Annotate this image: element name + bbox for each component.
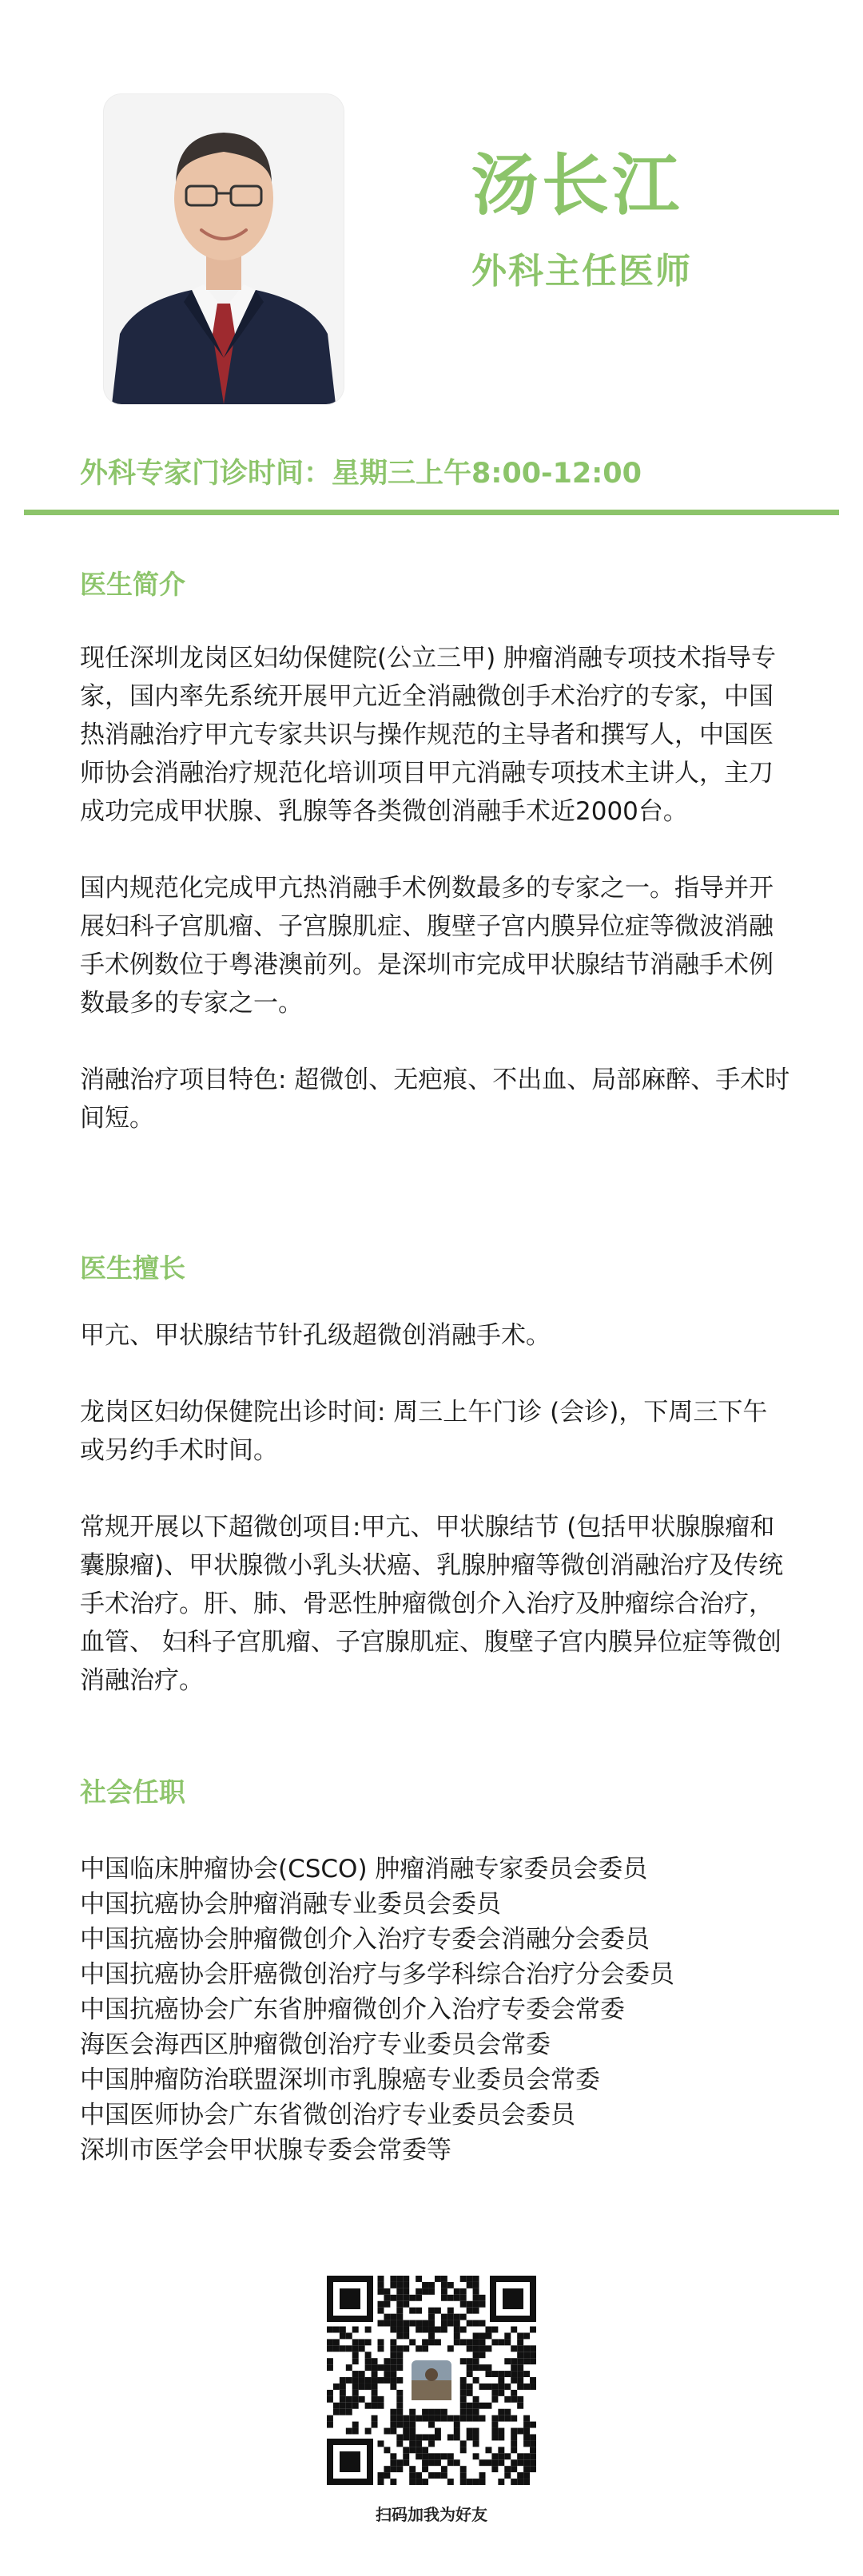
roles-list — [80, 1852, 815, 2168]
list-item: 中国临床肿瘤协会(CSCO) 肿瘤消融专家委员会委员 — [80, 1855, 648, 1883]
roles-heading: 社会任职 — [80, 1776, 185, 1808]
list-item: 海医会海西区肿瘤微创治疗专业委员会常委 — [80, 2030, 551, 2059]
list-item: 中国抗癌协会肿瘤消融专业委员会委员 — [80, 1890, 501, 1919]
intro-paragraph: 现任深圳龙岗区妇幼保健院(公立三甲) 肿瘤消融专项技术指导专家，国内率先系统开展甲亢近全消融微创手术治疗的专家，中国热消融治疗甲亢专家共识与操作规范的主导者和撰写人，中国医师协会消融治疗规范化培训项目甲亢消融专项技术主讲人，主刀成功完成甲状腺、乳腺等各类微创消融手术近2000台。 — [80, 644, 777, 826]
doctor-title: 外科主任医师 — [471, 251, 692, 292]
list-item: 中国抗癌协会肝癌微创治疗与多学科综合治疗分会委员 — [80, 1960, 674, 1989]
list-item: 中国医师协会广东省微创治疗专业委员会委员 — [80, 2101, 575, 2129]
intro-heading: 医生简介 — [80, 569, 185, 600]
list-item: 深圳市医学会甲状腺专委会常委等 — [80, 2136, 451, 2165]
list-item: 中国抗癌协会肿瘤微创介入治疗专委会消融分会委员 — [80, 1925, 650, 1954]
intro-paragraph: 国内规范化完成甲亢热消融手术例数最多的专家之一。指导并开展妇科子宫肌瘤、子宫腺肌症、腹壁子宫内膜异位症等微波消融手术例数位于粤港澳前列。是深圳市完成甲状腺结节消融手术例数最多的专家之一。 — [80, 874, 774, 1018]
doctor-name: 汤长江 — [471, 146, 683, 224]
qr-code[interactable] — [324, 2272, 539, 2488]
qr-caption: 扫码加我为好友 — [376, 2505, 487, 2524]
expertise-body — [80, 1316, 791, 1700]
expertise-heading: 医生擅长 — [80, 1252, 185, 1284]
expertise-paragraph: 龙岗区妇幼保健院出诊时间: 周三上午门诊 (会诊)，下周三下午或另约手术时间。 — [80, 1398, 768, 1465]
clinic-time: 外科专家门诊时间：星期三上午8:00-12:00 — [80, 458, 642, 490]
doctor-portrait — [104, 94, 344, 404]
intro-body — [80, 639, 791, 1137]
intro-paragraph: 消融治疗项目特色: 超微创、无疤痕、不出血、局部麻醉、手术时间短。 — [80, 1066, 790, 1133]
list-item: 中国肿瘤防治联盟深圳市乳腺癌专业委员会常委 — [80, 2066, 600, 2094]
expertise-paragraph: 甲亢、甲状腺结节针孔级超微创消融手术。 — [80, 1321, 551, 1350]
expertise-paragraph: 常规开展以下超微创项目:甲亢、甲状腺结节 (包括甲状腺腺瘤和囊腺瘤)、甲状腺微小乳头状癌、乳腺肿瘤等微创消融治疗及传统手术治疗。肝、肺、骨恶性肿瘤微创介入治疗及肿瘤综合治疗，血管、 妇科子宫肌瘤、子宫腺肌症、腹壁子宫内膜异位症等微创消融治疗。 — [80, 1513, 784, 1695]
header-divider — [24, 510, 839, 515]
list-item: 中国抗癌协会广东省肿瘤微创介入治疗专委会常委 — [80, 1995, 625, 2024]
